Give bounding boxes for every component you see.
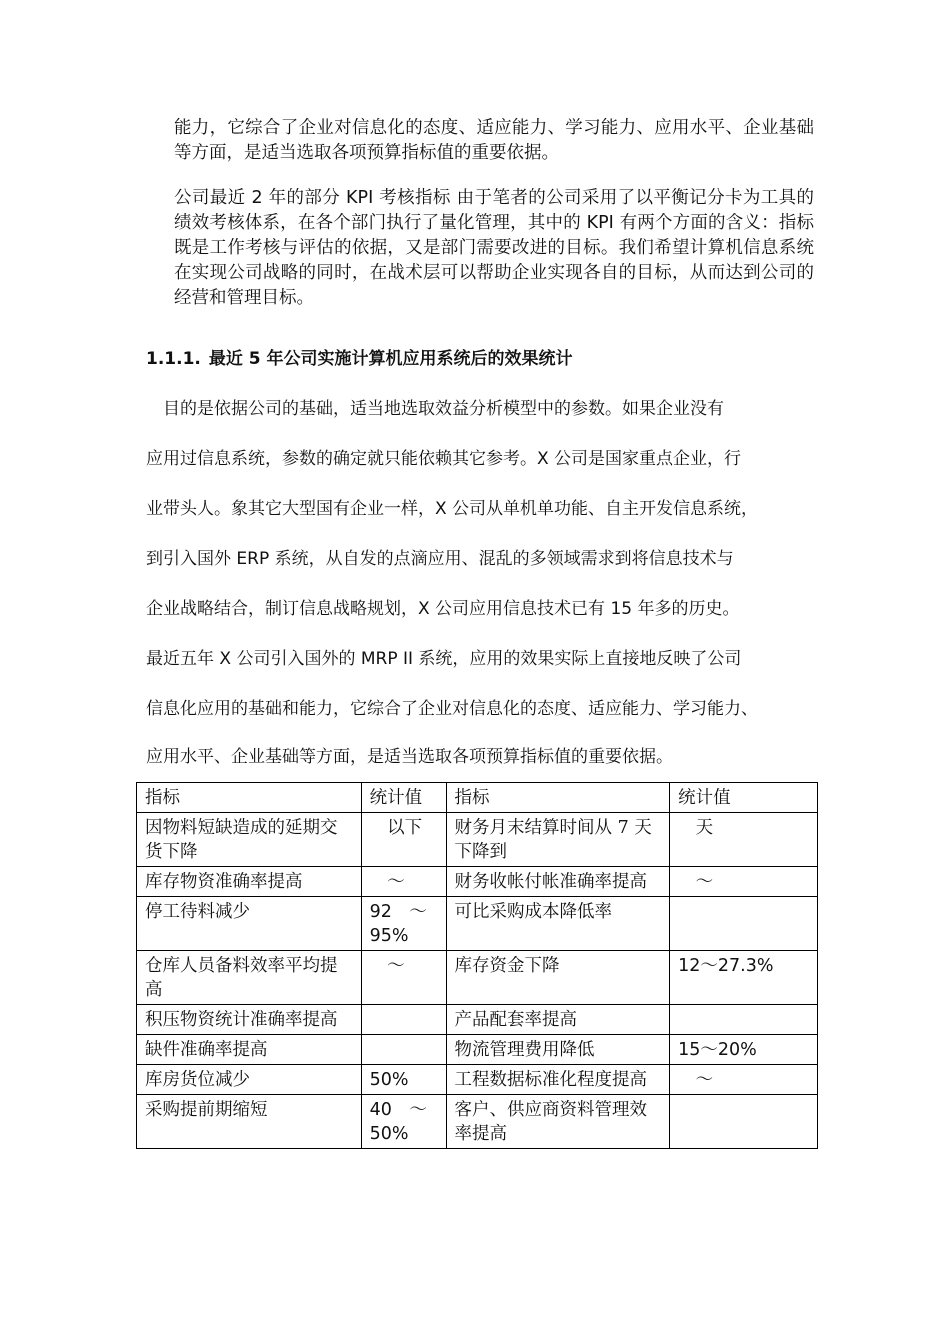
table-cell: 因物料短缺造成的延期交货下降 bbox=[137, 813, 362, 867]
table-row bbox=[137, 951, 818, 1005]
table-row bbox=[137, 1095, 818, 1149]
section-title: 最近 5 年公司实施计算机应用系统后的效果统计 bbox=[208, 349, 573, 369]
table-row bbox=[137, 867, 818, 897]
table-row bbox=[137, 897, 818, 951]
body-line: 应用过信息系统，参数的确定就只能依赖其它参考。X 公司是国家重点企业，行 bbox=[146, 449, 742, 469]
table-cell: ～ bbox=[670, 867, 818, 897]
table-cell: 92 ～95% bbox=[361, 897, 446, 951]
table-cell: 库存物资准确率提高 bbox=[137, 867, 362, 897]
table-row bbox=[137, 1005, 818, 1035]
table-row bbox=[137, 1065, 818, 1095]
table-cell: 停工待料减少 bbox=[137, 897, 362, 951]
table-cell bbox=[361, 1005, 446, 1035]
kpi-table bbox=[136, 782, 818, 1149]
table-cell: 工程数据标准化程度提高 bbox=[446, 1065, 670, 1095]
table-cell: 40 ～50% bbox=[361, 1095, 446, 1149]
table-cell: 以下 bbox=[361, 813, 446, 867]
body-line: 信息化应用的基础和能力，它综合了企业对信息化的态度、适应能力、学习能力、 bbox=[146, 699, 758, 719]
intro-paragraph-2-text: 公司最近 2 年的部分 KPI 考核指标 由于笔者的公司采用了以平衡记分卡为工具的绩效考核体系，在各个部门执行了量化管理，其中的 KPI 有两个方面的含义：指标既是工作考核与评估的依据，又是部门需要改进的目标。我们希望计算机信息系统在实现公司战略的同时，在战术层可以帮助企业实现各自的目标，从而达到公司的经营和管理目标。 bbox=[174, 188, 814, 308]
table-cell: 库房货位减少 bbox=[137, 1065, 362, 1095]
table-cell bbox=[670, 1005, 818, 1035]
table-cell: 客户、供应商资料管理效率提高 bbox=[446, 1095, 670, 1149]
table-cell: ～ bbox=[361, 951, 446, 1005]
body-line: 到引入国外 ERP 系统，从自发的点滴应用、混乱的多领域需求到将信息技术与 bbox=[146, 549, 734, 569]
intro-paragraph-2 bbox=[174, 186, 814, 311]
table-cell: 库存资金下降 bbox=[446, 951, 670, 1005]
table-cell: 采购提前期缩短 bbox=[137, 1095, 362, 1149]
body-line: 应用水平、企业基础等方面，是适当选取各项预算指标值的重要依据。 bbox=[146, 747, 673, 767]
intro-paragraph-1 bbox=[174, 116, 814, 166]
table-cell: 财务月末结算时间从 7 天下降到 bbox=[446, 813, 670, 867]
body-line: 目的是依据公司的基础，适当地选取效益分析模型中的参数。如果企业没有 bbox=[146, 399, 724, 419]
table-cell: ～ bbox=[361, 867, 446, 897]
table-cell: 缺件准确率提高 bbox=[137, 1035, 362, 1065]
header-cell: 指标 bbox=[137, 783, 362, 813]
table-cell: 15～20% bbox=[670, 1035, 818, 1065]
table-cell: 物流管理费用降低 bbox=[446, 1035, 670, 1065]
table-cell: 产品配套率提高 bbox=[446, 1005, 670, 1035]
header-cell: 统计值 bbox=[361, 783, 446, 813]
body-line: 最近五年 X 公司引入国外的 MRP II 系统，应用的效果实际上直接地反映了公司 bbox=[146, 649, 742, 669]
table-row bbox=[137, 1035, 818, 1065]
table-cell bbox=[670, 897, 818, 951]
table-cell: 12～27.3% bbox=[670, 951, 818, 1005]
table-row bbox=[137, 813, 818, 867]
table-header-row bbox=[137, 783, 818, 813]
table-cell bbox=[670, 1095, 818, 1149]
table-cell: 可比采购成本降低率 bbox=[446, 897, 670, 951]
header-cell: 统计值 bbox=[670, 783, 818, 813]
table-cell: 天 bbox=[670, 813, 818, 867]
table-cell: 仓库人员备料效率平均提高 bbox=[137, 951, 362, 1005]
body-line: 企业战略结合，制订信息战略规划，X 公司应用信息技术已有 15 年多的历史。 bbox=[146, 599, 740, 619]
table-cell: 积压物资统计准确率提高 bbox=[137, 1005, 362, 1035]
section-heading bbox=[146, 344, 573, 369]
table-cell bbox=[361, 1035, 446, 1065]
section-number: 1.1.1. bbox=[146, 349, 201, 369]
header-cell: 指标 bbox=[446, 783, 670, 813]
body-line: 业带头人。象其它大型国有企业一样，X 公司从单机单功能、自主开发信息系统， bbox=[146, 499, 759, 519]
table-cell: 50% bbox=[361, 1065, 446, 1095]
intro-paragraph-1-text: 能力，它综合了企业对信息化的态度、适应能力、学习能力、应用水平、企业基础等方面，是适当选取各项预算指标值的重要依据。 bbox=[174, 118, 814, 163]
table-cell: 财务收帐付帐准确率提高 bbox=[446, 867, 670, 897]
table-cell: ～ bbox=[670, 1065, 818, 1095]
